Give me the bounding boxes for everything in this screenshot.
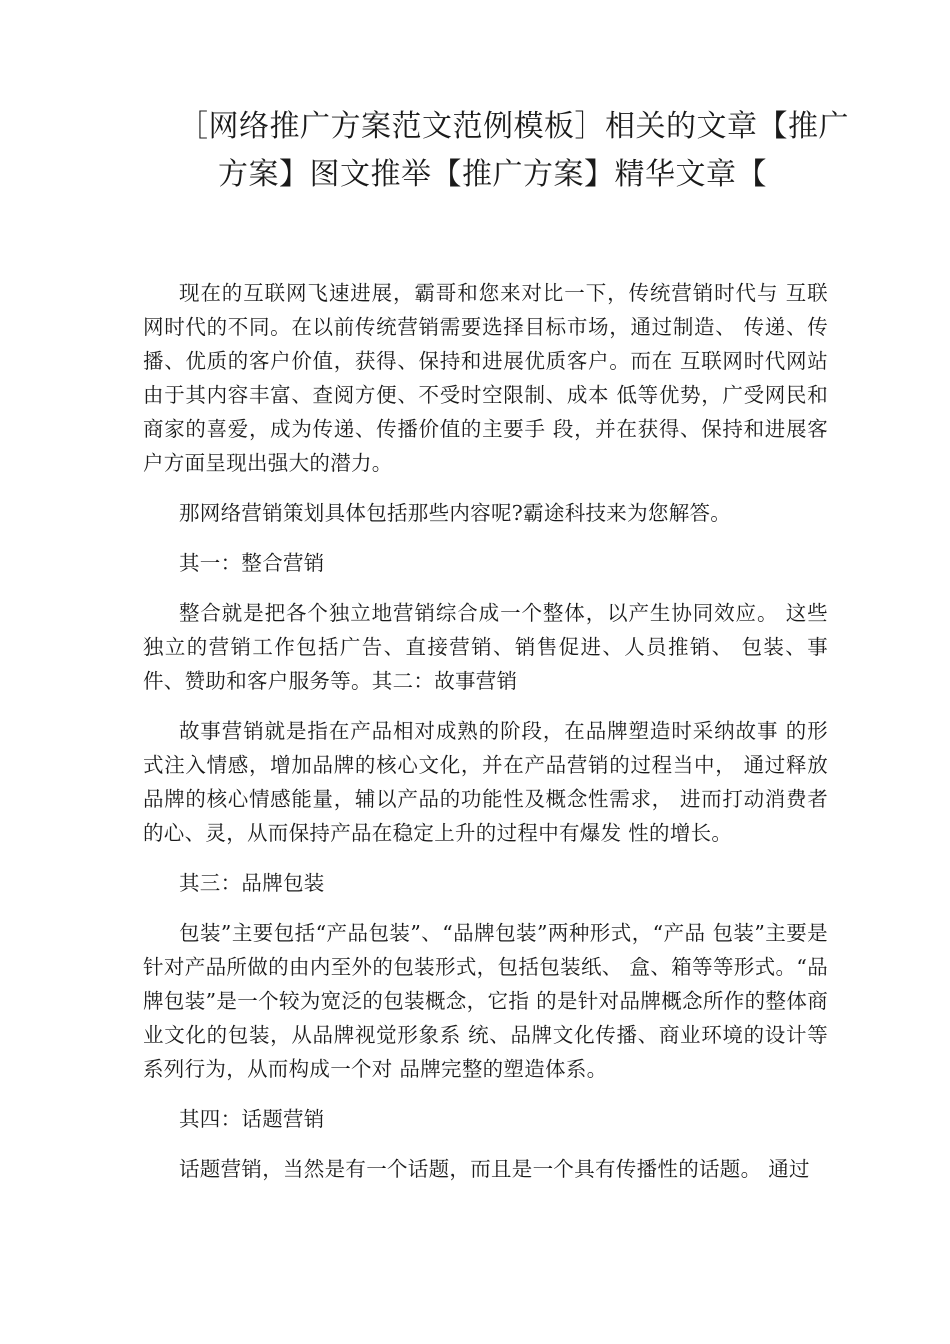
paragraph-brand-packaging: 包装”主要包括“产品包装”、“品牌包装”两种形式，“产品 包装”主要是针对产品所做的由内至外的包装形式，包括包装纸、 盒、箱等等形式。“品牌包装”是一个较为宽泛的包装概念，它指 的是针对品牌概念所作的整体商业文化的包装，从品牌视觉形象系 统、品牌文化传播、商业环境的设计等系列行为，从而构成一个对 品牌完整的塑造体系。 xyxy=(143,921,828,1081)
title-line-1: ［网络推广方案范文范例模板］相关的文章【推广 xyxy=(178,109,849,144)
paragraph-topic-marketing: 话题营销，当然是有一个话题，而且是一个具有传播性的话题。 通过 xyxy=(179,1157,810,1181)
document-title xyxy=(178,103,849,199)
paragraph-story-marketing: 故事营销就是指在产品相对成熟的阶段，在品牌塑造时采纳故事 的形式注入情感，增加品牌的核心文化，并在产品营销的过程当中， 通过释放品牌的核心情感能量，辅以产品的功能性及概念性需求， 进而打动消费者的心、灵，从而保持产品在稳定上升的过程中有爆发 性的增长。 xyxy=(143,719,828,845)
paragraph-intro: 现在的互联网飞速进展，霸哥和您来对比一下，传统营销时代与 互联网时代的不同。在以前传统营销需要选择目标市场，通过制造、 传递、传播、优质的客户价值，获得、保持和进展优质客户。而在 互联网时代网站由于其内容丰富、查阅方便、不受时空限制、成本 低等优势，广受网民和商家的喜爱，成为传递、传播价值的主要手 段，并在获得、保持和进展客户方面呈现出强大的潜力。 xyxy=(143,281,828,475)
title-line-2: 方案】图文推举【推广方案】精华文章【 xyxy=(218,157,767,192)
document-body xyxy=(143,276,828,1202)
section-heading-1: 其一：整合营销 xyxy=(179,551,325,575)
paragraph-integrated-marketing: 整合就是把各个独立地营销综合成一个整体，以产生协同效应。 这些独立的营销工作包括广告、直接营销、销售促进、人员推销、 包装、事件、赞助和客户服务等。其二：故事营销 xyxy=(143,601,828,693)
section-heading-4: 其四：话题营销 xyxy=(179,1107,325,1131)
section-heading-3: 其三：品牌包装 xyxy=(179,871,325,895)
paragraph-question: 那网络营销策划具体包括那些内容呢?霸途科技来为您解答。 xyxy=(179,501,732,525)
